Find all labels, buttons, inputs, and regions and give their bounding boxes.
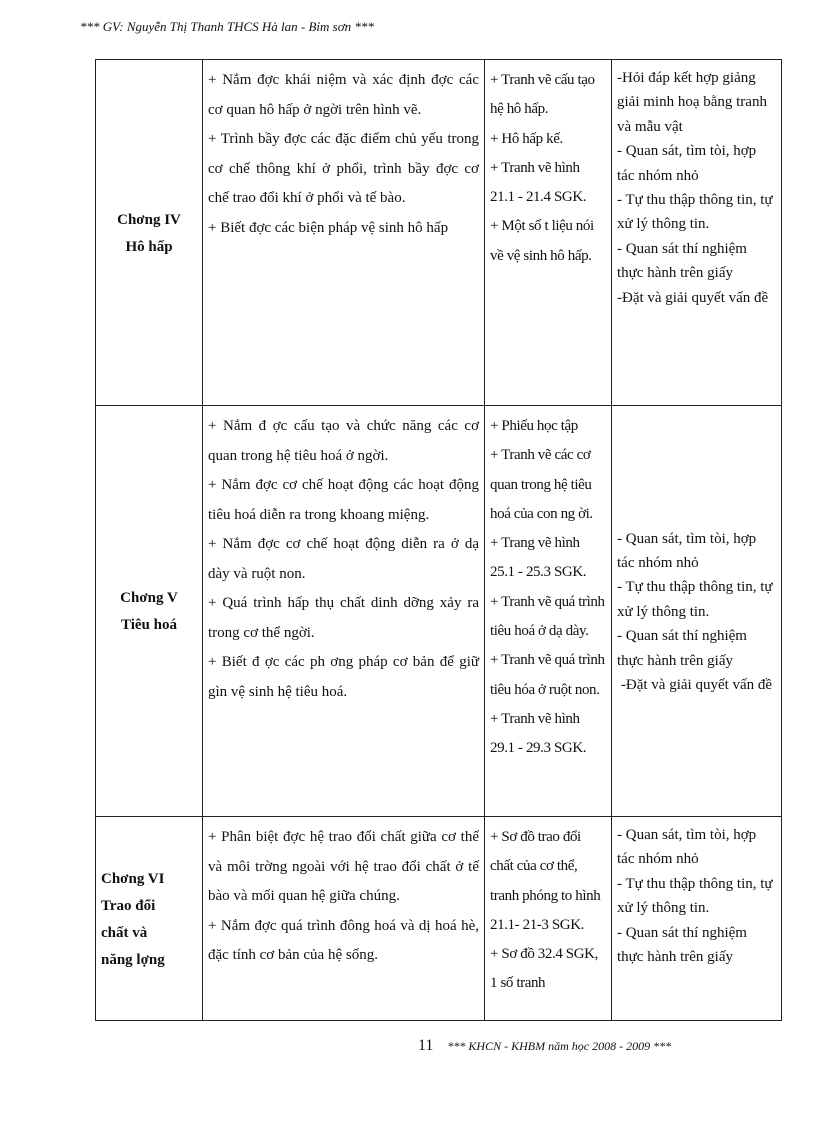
equipment-item: + Tranh vẽ quá trình tiêu hoá ở dạ dày. <box>490 593 605 640</box>
page-footer <box>418 1037 671 1055</box>
method-item: - Tự thu thập thông tin, tự xử lý thông tin. <box>617 579 773 620</box>
table-row <box>96 60 782 406</box>
method-item: - Tự thu thập thông tin, tự xử lý thông tin. <box>617 875 773 917</box>
chapter-title: Tiêu hoá <box>121 617 177 633</box>
method-item: - Quan sát thí nghiệm thực hành trên giấy <box>617 628 747 669</box>
equipment-item: + Sơ đồ trao đổi chất của cơ thể, tranh phóng to hình 21.1- 21-3 SGK. <box>490 829 601 933</box>
chapter-number: Chơng V <box>120 590 178 606</box>
objective-item: + Trình bầy đợc các đặc điểm chủ yếu trong cơ chế thông khí ở phổi, trình bầy đợc cơ chế trao đổi khí ở phổi và tế bào. <box>208 131 479 206</box>
chapter-cell <box>96 817 203 1021</box>
equipment-cell <box>485 60 612 406</box>
chapter-title: năng lợng <box>101 951 165 968</box>
objectives-cell <box>203 406 485 817</box>
method-item: - Tự thu thập thông tin, tự xử lý thông tin. <box>617 192 773 233</box>
method-item: - Quan sát, tìm tòi, hợp tác nhóm nhỏ <box>617 530 757 571</box>
chapter-cell <box>96 60 203 406</box>
objective-item: + Nắm đ ợc cấu tạo và chức năng các cơ quan trong hệ tiêu hoá ở ngời. <box>208 418 479 464</box>
chapter-number: Chơng IV <box>117 211 181 228</box>
equipment-item: + Sơ đồ 32.4 SGK, 1 số tranh <box>490 946 598 992</box>
method-item: - Quan sát, tìm tòi, hợp tác nhóm nhỏ <box>617 143 757 184</box>
method-item: -Hỏi đáp kết hợp giảng giải minh hoạ bằng tranh và mẫu vật <box>617 70 767 135</box>
equipment-item: + Tranh vẽ cấu tạo hệ hô hấp. <box>490 72 595 118</box>
equipment-cell <box>485 406 612 817</box>
footer-note: *** KHCN - KHBM năm học 2008 - 2009 *** <box>447 1039 672 1053</box>
table-row <box>96 817 782 1021</box>
method-item: - Quan sát thí nghiệm thực hành trên giấy <box>617 924 747 966</box>
equipment-item: + Tranh vẽ hình 29.1 - 29.3 SGK. <box>490 710 587 757</box>
chapter-title: Trao đổi <box>101 897 156 914</box>
curriculum-table <box>95 59 782 1021</box>
equipment-item: + Phiếu học tập <box>490 418 578 434</box>
objective-item: + Nắm đợc cơ chế hoạt động diễn ra ở dạ dày và ruột non. <box>208 536 479 582</box>
chapter-title: chất và <box>101 924 148 941</box>
page-number: 11 <box>418 1037 434 1054</box>
table-row <box>96 406 782 817</box>
method-item: - Quan sát, tìm tòi, hợp tác nhóm nhỏ <box>617 827 757 868</box>
equipment-item: + Tranh vẽ quá trình tiêu hóa ở ruột non. <box>490 652 605 698</box>
objective-item: + Phân biệt đợc hệ trao đổi chất giữa cơ thể và môi trờng ngoài với hệ trao đổi chất ở tế bào và mối quan hệ giữa chúng. <box>208 829 479 904</box>
chapter-number: Chơng VI <box>101 870 165 887</box>
objective-item: + Nắm đợc quá trình đông hoá và dị hoá hè, đặc tính cơ bản của hệ sống. <box>208 917 479 963</box>
equipment-item: + Tranh vẽ các cơ quan trong hệ tiêu hoá của con ng ời. <box>490 447 593 522</box>
method-item: -Đặt và giải quyết vấn đề <box>620 677 773 694</box>
objective-item: + Nắm đợc cơ chế hoạt động các hoạt động tiêu hoá diễn ra trong khoang miệng. <box>208 477 479 523</box>
objectives-cell <box>203 60 485 406</box>
chapter-cell <box>96 406 203 817</box>
equipment-item: + Tranh vẽ hình 21.1 - 21.4 SGK. <box>490 159 587 206</box>
equipment-item: + Một số t liệu nói về vệ sinh hô hấp. <box>490 218 594 264</box>
objective-item: + Biết đợc các biện pháp vệ sinh hô hấp <box>208 219 449 236</box>
equipment-item: + Trang vẽ hình 25.1 - 25.3 SGK. <box>490 535 587 581</box>
equipment-cell <box>485 817 612 1021</box>
equipment-item: + Hô hấp kế. <box>490 130 563 147</box>
page-header: *** GV: Nguyễn Thị Thanh THCS Hà lan - Bỉm sơn *** <box>80 19 374 34</box>
methods-cell <box>612 406 782 817</box>
method-item: - Quan sát thí nghiệm thực hành trên giấy <box>617 240 747 282</box>
objectives-cell <box>203 817 485 1021</box>
objective-item: + Quá trình hấp thụ chất dinh dỡng xảy ra trong cơ thể ngời. <box>208 595 479 641</box>
method-item: -Đặt và giải quyết vấn đề <box>617 289 769 306</box>
methods-cell <box>612 817 782 1021</box>
objective-item: + Nắm đợc khái niệm và xác định đợc các cơ quan hô hấp ở ngời trên hình vẽ. <box>208 72 479 118</box>
objective-item: + Biết đ ợc các ph ơng pháp cơ bản để giữ gìn vệ sinh hệ tiêu hoá. <box>208 654 479 700</box>
chapter-title: Hô hấp <box>125 238 173 255</box>
methods-cell <box>612 60 782 406</box>
